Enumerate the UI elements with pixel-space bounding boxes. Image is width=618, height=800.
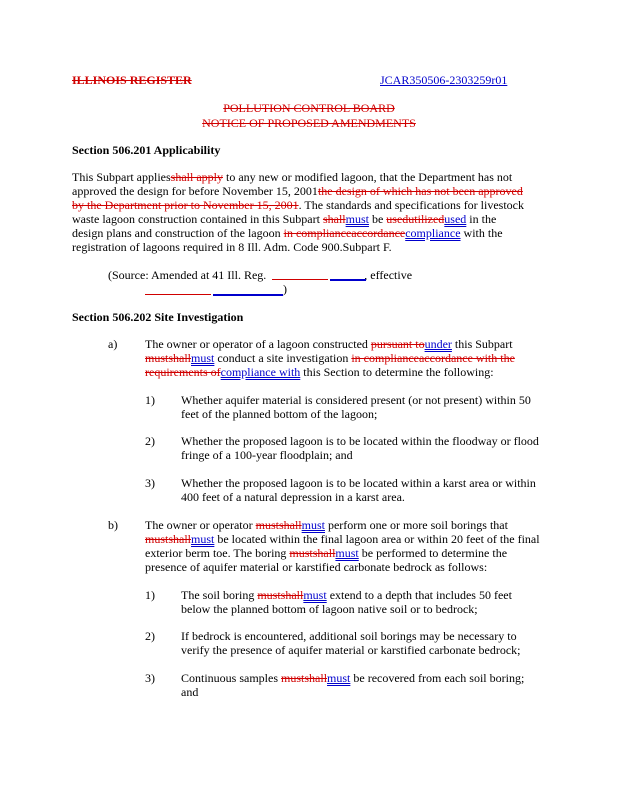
deletion: by the Department prior to November 15, 2001: [72, 198, 299, 212]
deletion: must: [289, 546, 313, 560]
insertion: must: [191, 351, 215, 365]
section-202-heading: Section 506.202 Site Investigation: [72, 310, 244, 324]
section-201-heading: Section 506.201 Applicability: [72, 143, 221, 157]
deletion: shall: [312, 546, 336, 560]
a-item-2-line-1: Whether the proposed lagoon is to be located within the floodway or flood: [181, 434, 539, 448]
insertion: must: [345, 212, 369, 226]
deletion: utilized: [408, 212, 445, 226]
a-item-1-num: 1): [145, 393, 155, 407]
s202a-line-1: The owner or operator of a lagoon constructed pursuant tounder this Subpart: [145, 337, 513, 351]
header-illinois-register: ILLINOIS REGISTER: [72, 73, 192, 87]
deletion: used: [386, 212, 409, 226]
s202b-line-3: exterior berm toe. The boring mustshallmust be performed to determine the: [145, 546, 508, 560]
deletion: must: [145, 532, 169, 546]
source-red-underline: [272, 279, 328, 280]
deletion: shall: [304, 671, 328, 685]
a-item-1-line-2: feet of the planned bottom of the lagoon;: [181, 407, 378, 421]
b-item-1-num: 1): [145, 588, 155, 602]
deletion: must: [257, 588, 281, 602]
effective-red-underline: [145, 294, 211, 295]
deletion: must: [145, 351, 169, 365]
a-item-2-num: 2): [145, 434, 155, 448]
a-item-1-line-1: Whether aquifer material is considered present (or not present) within 50: [181, 393, 531, 407]
source-note: (Source: Amended at 41 Ill. Reg. , effective: [108, 268, 413, 282]
subsection-b-label: b): [108, 518, 118, 532]
b-item-1-line-2: below the planned bottom of lagoon native soil or to bedrock;: [181, 602, 478, 616]
s202b-line-4: presence of aquifer material or karstified carbonate bedrock as follows:: [145, 560, 488, 574]
subsection-a-label: a): [108, 337, 118, 351]
source-blue-underline: [330, 279, 366, 281]
b-item-3-num: 3): [145, 671, 155, 685]
a-item-3-line-1: Whether the proposed lagoon is to be located within a karst area or within: [181, 476, 536, 490]
deletion: in compliance: [351, 351, 419, 365]
b-item-2-line-2: verify the presence of aquifer material or karstified carbonate bedrock;: [181, 643, 521, 657]
b-item-2-num: 2): [145, 629, 155, 643]
insertion: under: [424, 337, 452, 351]
deletion: shall: [278, 518, 302, 532]
insertion: compliance: [405, 226, 461, 240]
deletion: must: [255, 518, 279, 532]
insertion: must: [327, 671, 351, 685]
b-item-2-line-1: If bedrock is encountered, additional soil borings may be necessary to: [181, 629, 517, 643]
insertion: compliance with: [220, 365, 301, 379]
s201-line-6: registration of lagoons required in 8 Ill. Adm. Code 900.Subpart F.: [72, 240, 392, 254]
deletion: pursuant to: [370, 337, 425, 351]
deletion: must: [281, 671, 305, 685]
deletion: in compliance: [283, 226, 352, 240]
header-jcar-code: JCAR350506-2303259r01: [380, 73, 508, 87]
s202a-line-3: requirements ofcompliance with this Section to determine the following:: [145, 365, 494, 379]
a-item-3-num: 3): [145, 476, 155, 490]
notice-title: NOTICE OF PROPOSED AMENDMENTS: [202, 116, 416, 130]
insertion: must: [335, 546, 359, 560]
source-close-paren: ): [283, 282, 287, 296]
deletion: shall: [168, 532, 192, 546]
deletion: shall: [168, 351, 192, 365]
effective-blue-underline: [213, 294, 283, 296]
a-item-2-line-2: fringe of a 100-year floodplain; and: [181, 448, 353, 462]
b-item-3-line-2: and: [181, 685, 199, 699]
deletion: the design of which has not been approved: [317, 184, 523, 198]
s201-line-5: design plans and construction of the lagoon in complianceaccordancecompliance with the: [72, 226, 503, 240]
insertion: must: [191, 532, 215, 546]
deletion: shall apply: [170, 170, 223, 184]
b-item-3-line-1: Continuous samples mustshallmust be recovered from each soil boring;: [181, 671, 525, 685]
b-item-1-line-1: The soil boring mustshallmust extend to a depth that includes 50 feet: [181, 588, 512, 602]
agency-title: POLLUTION CONTROL BOARD: [223, 101, 395, 115]
s202b-line-1: The owner or operator mustshallmust perform one or more soil borings that: [145, 518, 508, 532]
s201-line-4: waste lagoon construction contained in this Subpart shallmust be usedutilizedused in the: [72, 212, 497, 226]
insertion: must: [301, 518, 325, 532]
a-item-3-line-2: 400 feet of a natural depression in a karst area.: [181, 490, 405, 504]
deletion: shall: [322, 212, 346, 226]
s201-line-3: by the Department prior to November 15, 2001. The standards and specifications for livestock: [72, 198, 525, 212]
deletion: accordance with the: [418, 351, 515, 365]
insertion: must: [303, 588, 327, 602]
insertion: used: [444, 212, 467, 226]
s202a-line-2: mustshallmust conduct a site investigation in complianceaccordance with the: [145, 351, 515, 365]
deletion: requirements of: [145, 365, 221, 379]
s202b-line-2: mustshallmust be located within the final lagoon area or within 20 feet of the final: [145, 532, 540, 546]
s201-line-1: This Subpart appliesshall apply to any new or modified lagoon, that the Department has not: [72, 170, 513, 184]
s201-line-2: approved the design for before November 15, 2001the design of which has not been approved: [72, 184, 523, 198]
deletion: accordance: [351, 226, 406, 240]
deletion: shall: [280, 588, 304, 602]
